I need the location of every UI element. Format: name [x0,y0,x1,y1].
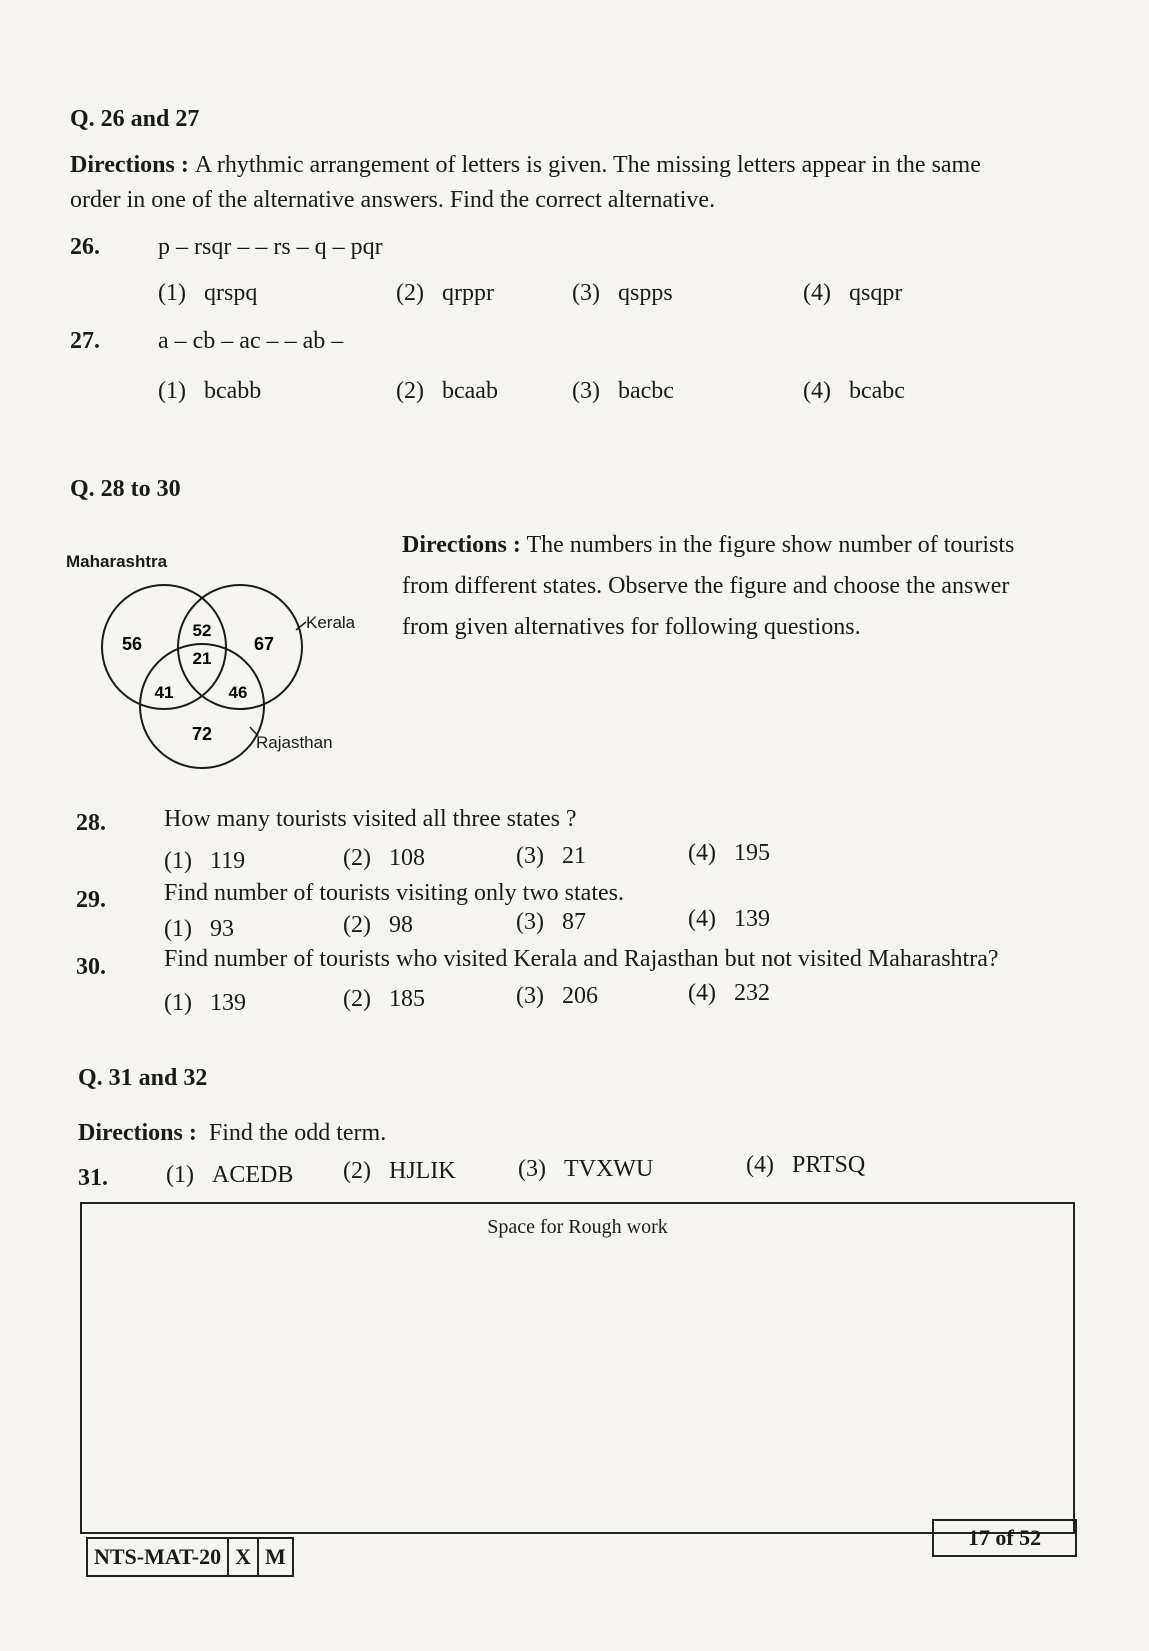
option-4[interactable]: (4) 232 [688,980,770,1006]
venn-label-rajasthan: Rajasthan [256,733,333,752]
directions-text: from different states. Observe the figure and choose the answer [402,573,1010,599]
venn-label-kerala: Kerala [306,613,356,632]
venn-maharashtra-rajasthan: 41 [154,683,174,702]
option-1[interactable]: (1) qrspq [158,280,258,306]
option-1[interactable]: (1) 93 [164,916,234,942]
directions-text: order in one of the alternative answers. Find the correct alternative. [70,187,716,213]
venn-only-kerala: 67 [253,634,275,654]
option-3[interactable]: (3) qspps [572,280,673,306]
option-2[interactable]: (2) 185 [343,986,425,1012]
venn-kerala-rajasthan: 46 [228,683,248,702]
venn-diagram [60,550,380,780]
directions-label: Directions : [402,532,521,558]
question-number: 29. [76,887,106,913]
question-number: 30. [76,954,106,980]
option-2[interactable]: (2) 98 [343,912,413,938]
option-1[interactable]: (1) ACEDB [166,1162,294,1188]
question-text: a – cb – ac – – ab – [158,328,344,354]
option-2[interactable]: (2) bcaab [396,378,498,404]
paper-code-m: M [257,1539,292,1575]
directions-text: from given alternatives for following questions. [402,614,861,640]
question-text: How many tourists visited all three states ? [164,806,577,832]
option-2[interactable]: (2) qrppr [396,280,494,306]
option-4[interactable]: (4) PRTSQ [746,1152,866,1178]
paper-code-box [86,1537,294,1577]
question-number: 27. [70,328,100,354]
question-text: p – rsqr – – rs – q – pqr [158,234,383,260]
option-4[interactable]: (4) qsqpr [803,280,903,306]
paper-code: NTS-MAT-20 [94,1544,222,1569]
rough-work-title: Space for Rough work [487,1216,668,1238]
option-1[interactable]: (1) bcabb [158,378,262,404]
option-4[interactable]: (4) 195 [688,840,770,866]
directions-text: A rhythmic arrangement of letters is given. The missing letters appear in the same [194,152,981,178]
page-number: 17 of 52 [932,1519,1077,1557]
venn-label-maharashtra: Maharashtra [66,552,168,571]
directions-line: Directions : A rhythmic arrangement of letters is given. The missing letters appear in the same [70,152,981,178]
option-3[interactable]: (3) 21 [516,843,586,869]
directions-label: Directions [78,1120,183,1146]
option-3[interactable]: (3) bacbc [572,378,674,404]
directions-line: Directions : Find the odd term. [78,1120,387,1146]
section-heading: Q. 28 to 30 [70,476,181,502]
option-1[interactable]: (1) 139 [164,990,246,1016]
directions-label: Directions [70,152,175,178]
question-text: Find number of tourists visiting only two states. [164,880,624,906]
venn-only-rajasthan: 72 [191,724,213,744]
rough-work-area[interactable] [80,1202,1075,1534]
question-number: 26. [70,234,100,260]
option-3[interactable]: (3) 87 [516,909,586,935]
directions-text: The numbers in the figure show number of tourists [526,532,1015,558]
option-1[interactable]: (1) 119 [164,848,246,874]
question-number: 31. [78,1165,108,1191]
question-number: 28. [76,810,106,836]
option-4[interactable]: (4) bcabc [803,378,905,404]
question-text: Find number of tourists who visited Kerala and Rajasthan but not visited Maharashtra? [164,946,999,972]
section-heading: Q. 31 and 32 [78,1065,208,1091]
venn-maharashtra-kerala: 52 [192,621,212,640]
option-3[interactable]: (3) TVXWU [518,1156,654,1182]
venn-only-maharashtra: 56 [121,634,143,654]
directions-text: Find the odd term. [208,1120,387,1146]
option-3[interactable]: (3) 206 [516,983,598,1009]
option-4[interactable]: (4) 139 [688,906,770,932]
section-heading: Q. 26 and 27 [70,106,200,132]
paper-code-x: X [227,1539,257,1575]
option-2[interactable]: (2) 108 [343,845,425,871]
venn-all-three: 21 [192,649,212,668]
directions-line [402,532,1014,559]
option-2[interactable]: (2) HJLIK [343,1158,456,1184]
